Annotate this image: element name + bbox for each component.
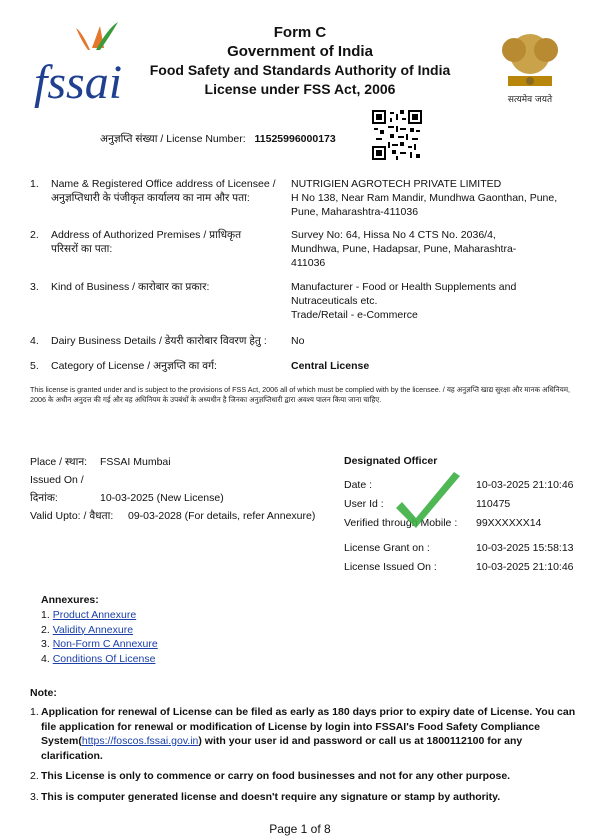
note-item-2: 2. This License is only to commence or carry on food businesses and not for any other purpose. xyxy=(30,770,511,782)
item-value: NUTRIGIEN AGROTECH PRIVATE LIMITED H No 138, Near Ram Mandir, Mundhwa Gaonthan, Pune, Pune, Maharashtra-411036 xyxy=(291,178,558,218)
fssai-logo-text: fssai xyxy=(34,56,123,109)
officer-row xyxy=(344,514,584,533)
issue-details xyxy=(30,453,340,525)
note-item-3: 3. This is computer generated license and doesn't require any signature or stamp by authority. xyxy=(30,790,501,803)
license-number-label: अनुज्ञप्ति संख्या / License Number: xyxy=(100,133,246,145)
verified-check-icon xyxy=(392,468,464,540)
item-label: Address of Authorized Premises / प्राधिकृत परिसरों का पता: xyxy=(51,229,242,255)
officer-label: Verified through Mobile : xyxy=(344,517,458,529)
officer-value: 110475 xyxy=(476,498,511,510)
item-number: 3. xyxy=(30,281,39,293)
item-value: Manufacturer - Food or Health Supplements and Nutraceuticals etc. Trade/Retail - e-Commerce xyxy=(291,281,517,321)
officer-label: User Id : xyxy=(344,498,384,510)
authority-title: Food Safety and Standards Authority of India xyxy=(149,62,451,78)
officer-label: License Grant on : xyxy=(344,542,430,554)
annexure-link-conditions[interactable]: Conditions Of License xyxy=(52,652,156,665)
annexure-link-product[interactable]: Product Annexure xyxy=(52,609,137,621)
annexure-item: 2. Validity Annexure xyxy=(41,623,134,636)
issued-label: Issued On / दिनांक: xyxy=(30,474,84,504)
officer-row xyxy=(344,495,584,514)
annexure-item: 3. Non-Form C Annexure xyxy=(41,638,158,650)
note-title: Note: xyxy=(30,687,57,699)
emblem-motto: सत्यमेव जयते xyxy=(507,95,553,105)
officer-value: 99XXXXXX14 xyxy=(476,517,542,529)
valid-label: Valid Upto: / वैधता: xyxy=(30,510,114,522)
officer-row xyxy=(344,539,584,558)
annexure-link-validity[interactable]: Validity Annexure xyxy=(52,623,134,636)
annexure-item: 4. Conditions Of License xyxy=(41,652,156,665)
officer-label: Date : xyxy=(344,479,373,491)
item-value: Central License xyxy=(291,360,370,372)
item-number: 4. xyxy=(30,335,39,347)
place-value: FSSAI Mumbai xyxy=(100,456,171,468)
ashoka-emblem-icon xyxy=(486,16,574,108)
item-3-row xyxy=(30,280,578,326)
annexures-list xyxy=(41,608,158,666)
document-header xyxy=(120,24,480,98)
license-number-row xyxy=(100,132,336,146)
valid-row xyxy=(30,507,340,525)
item-label: Name & Registered Office address of Licensee / अनुज्ञप्तिधारी के पंजीकृत कार्यालय का नाम और पता: xyxy=(51,178,276,204)
page-number: Page 1 of 8 xyxy=(269,822,331,836)
officer-label: License Issued On : xyxy=(344,561,437,573)
item-number: 2. xyxy=(30,229,39,241)
item-label: Dairy Business Details / डेयरी कारोबार विवरण हेतु : xyxy=(51,335,267,347)
note-item-1: 1. Application for renewal of License can be filed as early as 180 days prior to expiry date of License. You can file application for renewal or modification of License by login into FSSAI's Food Safety Compliance System(https://foscos.fssai.gov.in) with your user id and password or call us at 1800112100 for any clarification. xyxy=(30,706,576,762)
item-number: 1. xyxy=(30,178,39,190)
officer-row xyxy=(344,558,584,577)
officer-row xyxy=(344,476,584,495)
place-label: Place / स्थान: xyxy=(30,456,88,468)
item-value: No xyxy=(291,335,305,347)
government-title: Government of India xyxy=(227,42,373,60)
grant-note: This license is granted under and is subject to the provisions of FSS Act, 2006 all of which must be complied with by the licensee. / यह अनुज्ञप्ति खाद्य सुरक्षा और मानक अधिनियम, 2006 के अधीन अनुदत्त की गई और वह अधिनियम के उपबंधों के अध्यधीन है जिनका अनुज्ञप्तिधारी द्वारा अवश्य पालन किया जाना चाहिए. xyxy=(30,385,571,404)
item-1-row xyxy=(30,177,578,221)
notes-list xyxy=(30,705,578,810)
item-number: 5. xyxy=(30,360,39,372)
issued-value: 10-03-2025 (New License) xyxy=(100,492,224,504)
annexure-item: 1. Product Annexure xyxy=(41,609,137,621)
qr-code-icon xyxy=(372,110,422,160)
act-title: License under FSS Act, 2006 xyxy=(204,80,396,97)
officer-value: 10-03-2025 21:10:46 xyxy=(476,561,574,573)
annexure-link-non-form-c[interactable]: Non-Form C Annexure xyxy=(52,638,158,650)
officer-value: 10-03-2025 15:58:13 xyxy=(476,542,574,554)
issued-row xyxy=(30,471,340,507)
officer-details xyxy=(344,476,584,577)
item-label: Category of License / अनुज्ञप्ति का वर्ग: xyxy=(51,360,217,372)
designated-officer-title: Designated Officer xyxy=(344,455,438,467)
item-value: Survey No: 64, Hissa No 4 CTS No. 2036/4, Mundhwa, Pune, Hadapsar, Pune, Maharashtra-411036 xyxy=(291,229,517,269)
annexures-title: Annexures: xyxy=(41,594,99,606)
form-title: Form C xyxy=(273,24,327,41)
item-label: Kind of Business / कारोबार का प्रकार: xyxy=(51,281,210,293)
place-row xyxy=(30,453,340,471)
officer-value: 10-03-2025 21:10:46 xyxy=(476,479,574,491)
item-2-row xyxy=(30,228,578,272)
item-5-row xyxy=(30,359,578,375)
foscos-link[interactable]: https://foscos.fssai.gov.in xyxy=(81,735,199,747)
valid-value: 09-03-2028 (For details, refer Annexure) xyxy=(128,510,316,522)
item-4-row xyxy=(30,334,578,350)
license-number-value: 11525996000173 xyxy=(254,133,336,145)
